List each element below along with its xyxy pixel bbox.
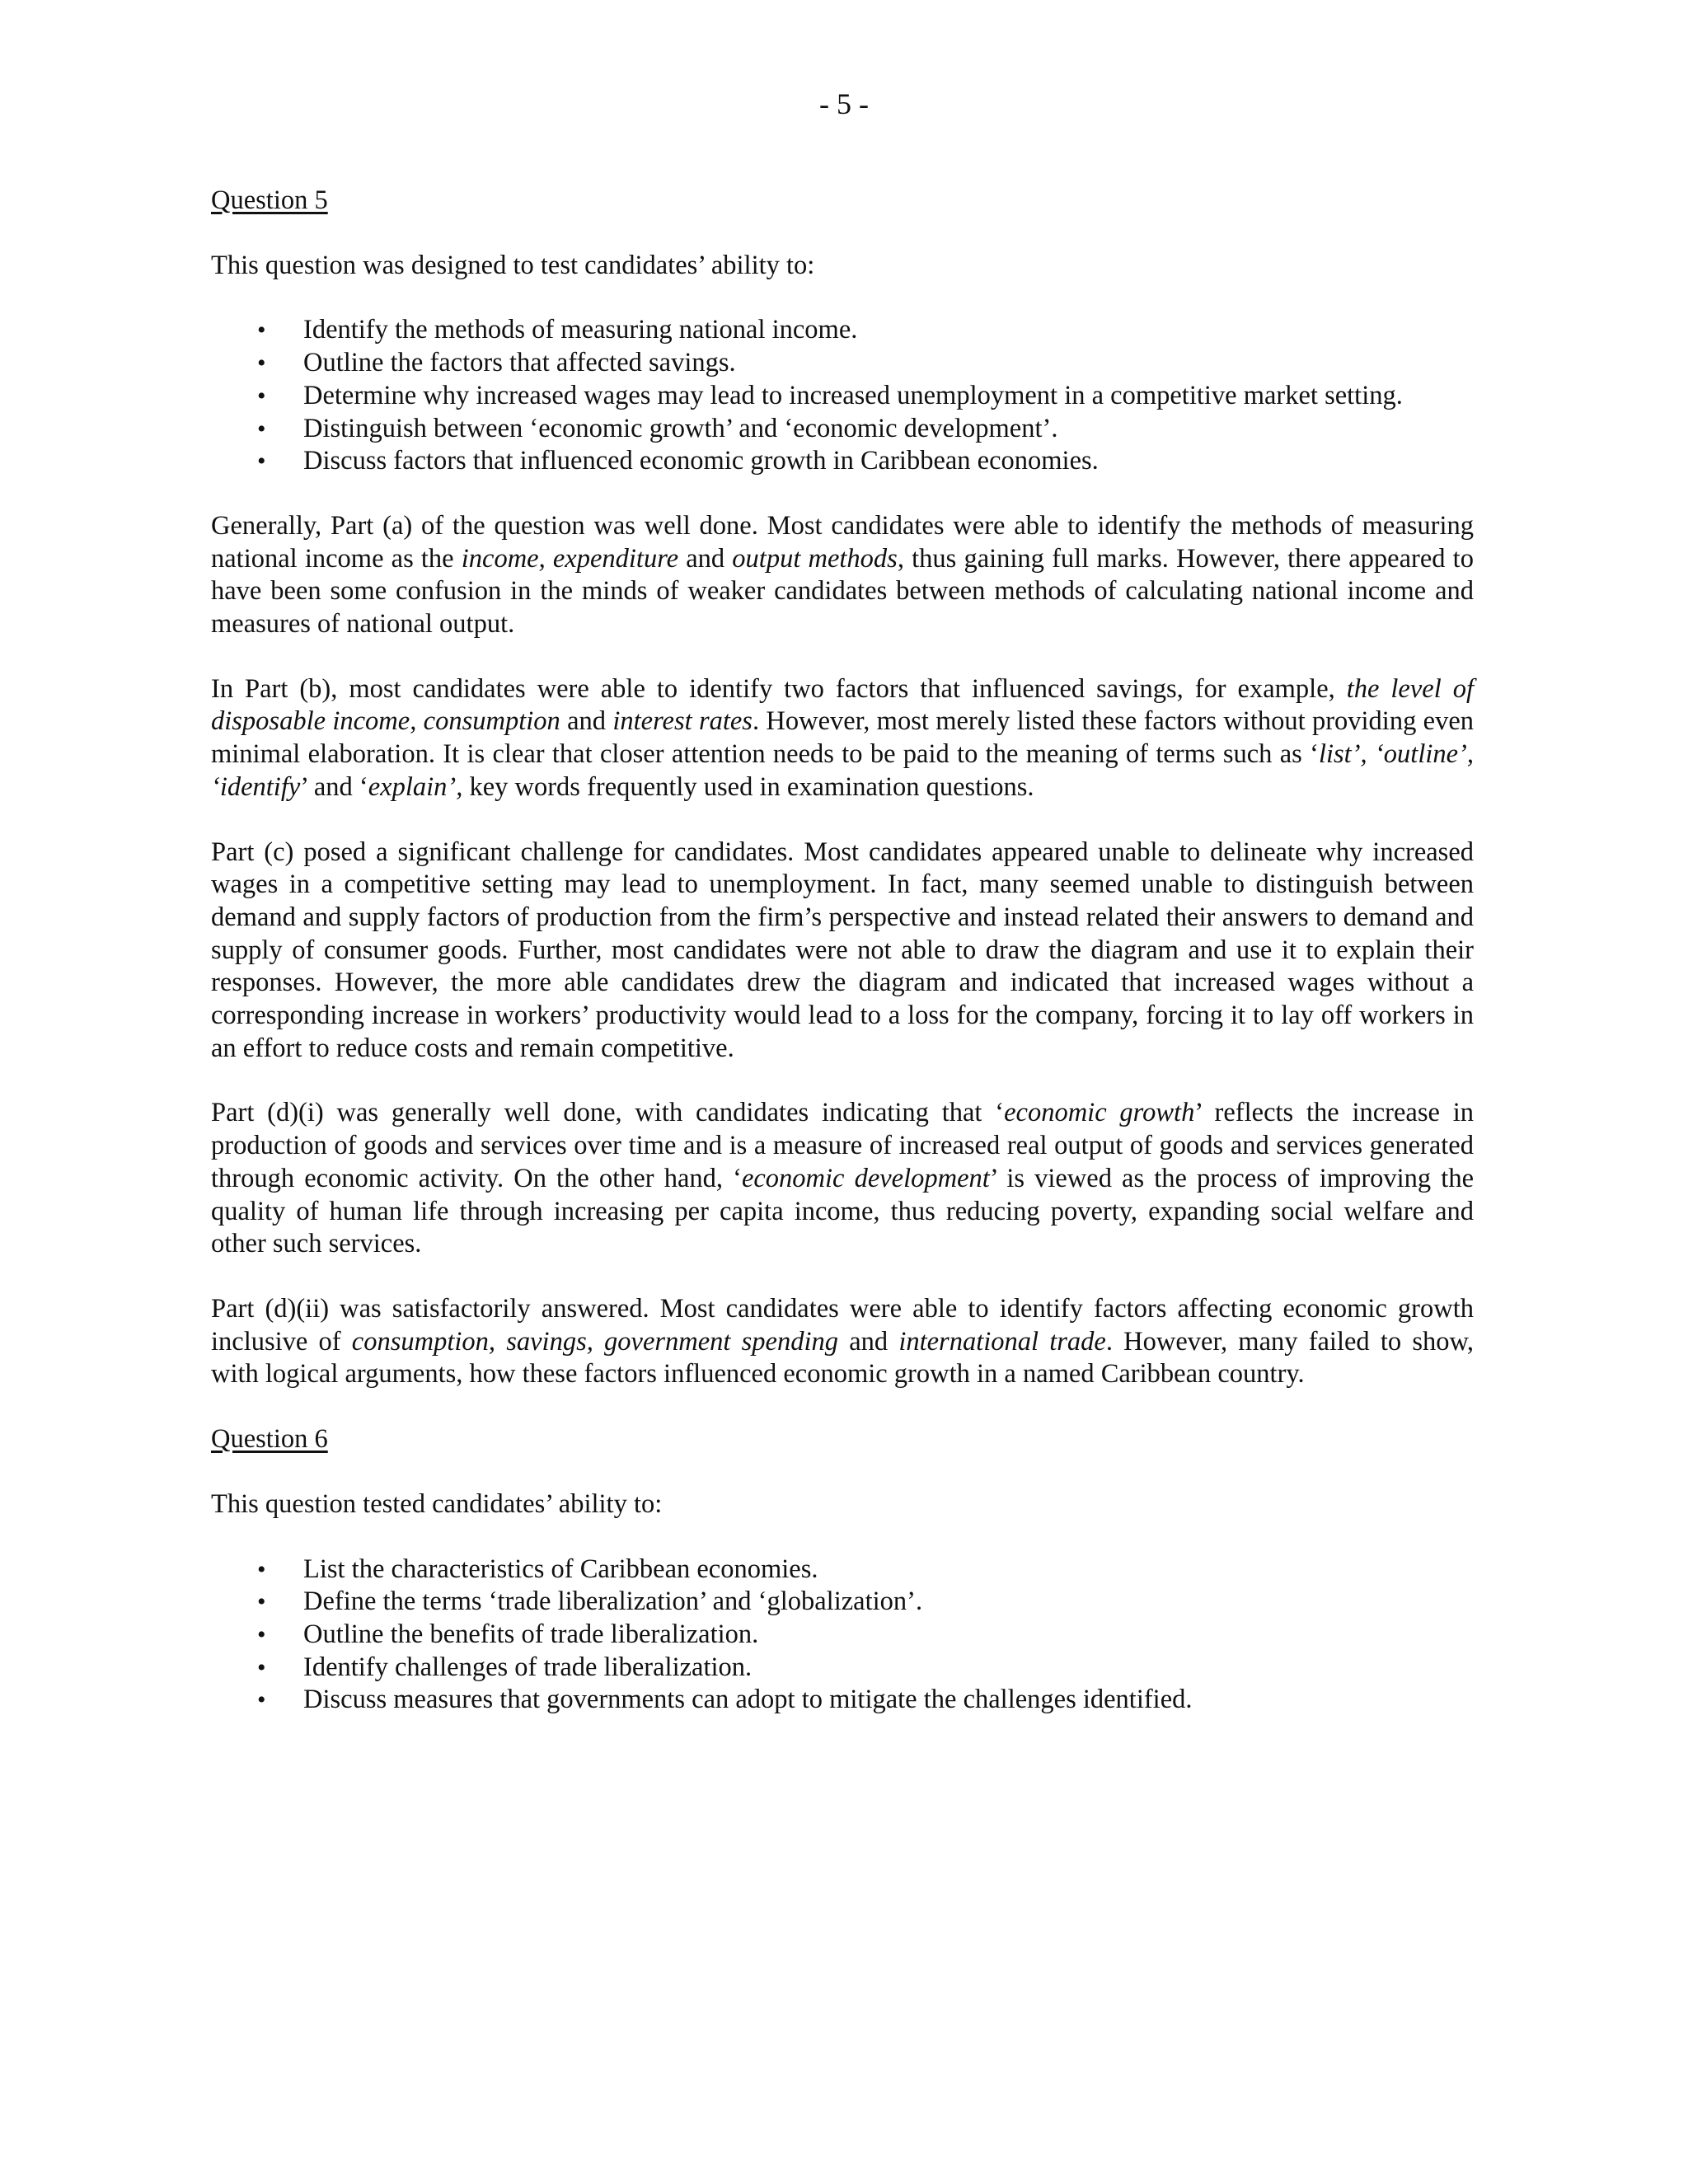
objective-item — [211, 1684, 1474, 1717]
bullet-icon: • — [257, 1555, 266, 1583]
question-6-intro: This question tested candidates’ ability to: — [211, 1488, 663, 1519]
italic-term: output methods — [732, 543, 898, 574]
bullet-icon: • — [257, 1686, 266, 1714]
text-run: In Part (b), most candidates were able to identify two factors that influenced savings, for example, — [211, 673, 1347, 704]
italic-term: list’, ‘outline’, ‘identify — [211, 739, 1475, 802]
objective-text: Discuss factors that influenced economic growth in Caribbean economies. — [303, 446, 1099, 476]
bullet-icon: • — [257, 349, 266, 377]
italic-term: the level of disposable income, consumption — [211, 673, 1474, 737]
part-c-paragraph: Part (c) posed a significant challenge for candidates. Most candidates appeared unable to delineate why increased wages in a competitive setting may lead to unemployment. In fact, many seemed unable to distinguish between demand and supply factors of production from the firm’s perspective and instead related their answers to demand and supply of consumer goods. Further, most candidates were not able to draw the diagram and use it to explain their responses. However, the more able candidates drew the diagram and indicated that increased wages without a corresponding increase in workers’ productivity would lead to a loss for the company, forcing it to lay off workers in an effort to reduce costs and remain competitive. — [211, 837, 1474, 1063]
text-run: ’ and ‘ — [300, 771, 368, 802]
bullet-icon: • — [257, 1588, 266, 1616]
question-5-section — [211, 185, 1474, 1391]
bullet-icon: • — [257, 448, 266, 476]
italic-term: consumption, savings, government spending — [351, 1326, 839, 1357]
question-5-intro: This question was designed to test candidates’ ability to: — [211, 250, 815, 280]
question-5-objectives — [211, 314, 1474, 478]
objective-item — [211, 380, 1474, 413]
objective-item — [211, 314, 1474, 347]
objective-text: List the characteristics of Caribbean economies. — [303, 1554, 818, 1584]
objective-text: Distinguish between ‘economic growth’ and ‘economic development’. — [303, 413, 1058, 443]
bullet-icon: • — [257, 316, 266, 344]
italic-term: economic growth — [1004, 1098, 1195, 1128]
objective-text: Outline the benefits of trade liberalization. — [303, 1619, 759, 1649]
question-5-heading: Question 5 — [211, 185, 328, 215]
text-run: ’ reflects the increase in production of goods and services over time and is a measure of increased real output of goods and services generated through economic activity. On the other hand, ‘ — [211, 1098, 1474, 1193]
objective-text: Discuss measures that governments can adopt to mitigate the challenges identified. — [303, 1685, 1193, 1715]
objective-text: Define the terms ‘trade liberalization’ and ‘globalization’. — [303, 1586, 923, 1617]
part-a-paragraph — [211, 510, 1474, 641]
italic-term: income, expenditure — [461, 543, 679, 574]
text-run: . However, many failed to show, with logical arguments, how these factors influenced economic growth in a named Caribbean country. — [211, 1326, 1474, 1390]
question-6-objectives — [211, 1554, 1474, 1718]
page-number: - 5 - — [819, 87, 869, 120]
objective-item — [211, 1652, 1474, 1685]
part-d-i-paragraph — [211, 1097, 1474, 1261]
text-run: . However, most merely listed these factors without providing even minimal elaboration. It is clear that closer attention needs to be paid to the meaning of terms such as ‘ — [211, 706, 1475, 770]
text-run: Part (d)(i) was generally well done, with candidates indicating that ‘ — [211, 1098, 1005, 1128]
part-d-ii-paragraph — [211, 1293, 1474, 1391]
bullet-icon: • — [257, 382, 266, 410]
objective-text: Identify the methods of measuring national income. — [303, 315, 858, 345]
question-6-heading: Question 6 — [211, 1424, 328, 1455]
objective-item — [211, 347, 1474, 380]
italic-term: explain’, — [368, 771, 463, 802]
text-run: and — [678, 543, 733, 574]
italic-term: international trade — [898, 1326, 1106, 1357]
question-6-section — [211, 1423, 1474, 1717]
objective-item — [211, 1619, 1474, 1652]
text-run: and — [838, 1326, 899, 1357]
italic-term: economic development — [741, 1163, 990, 1193]
part-b-paragraph — [211, 673, 1474, 804]
page-content — [211, 185, 1474, 1717]
objective-item — [211, 1554, 1474, 1586]
text-run: , thus gaining full marks. However, there appeared to have been some confusion in the minds of weaker candidates between methods of calculating national income and measures of national output. — [211, 543, 1474, 640]
text-run: Generally, Part (a) of the question was well done. Most candidates were able to identify the methods of measuring national income as the — [211, 510, 1474, 574]
objective-item — [211, 413, 1474, 446]
objective-item — [211, 1586, 1474, 1619]
text-run: ’ is viewed as the process of improving the quality of human life through increasing per capita income, thus reducing poverty, expanding social welfare and other such services. — [211, 1163, 1474, 1259]
text-run: key words frequently used in examination questions. — [462, 771, 1034, 802]
objective-item — [211, 445, 1474, 478]
bullet-icon: • — [257, 1620, 266, 1648]
objective-text: Outline the factors that affected savings. — [303, 348, 736, 378]
objective-text: Determine why increased wages may lead to increased unemployment in a competitive market setting. — [303, 380, 1403, 410]
italic-term: interest rates — [612, 706, 753, 737]
objective-text: Identify challenges of trade liberalization. — [303, 1652, 753, 1682]
bullet-icon: • — [257, 1653, 266, 1681]
text-run: Part (d)(ii) was satisfactorily answered. Most candidates were able to identify factors affecting economic growth inclusive of — [211, 1293, 1474, 1357]
bullet-icon: • — [257, 415, 266, 443]
text-run: and — [560, 706, 613, 737]
